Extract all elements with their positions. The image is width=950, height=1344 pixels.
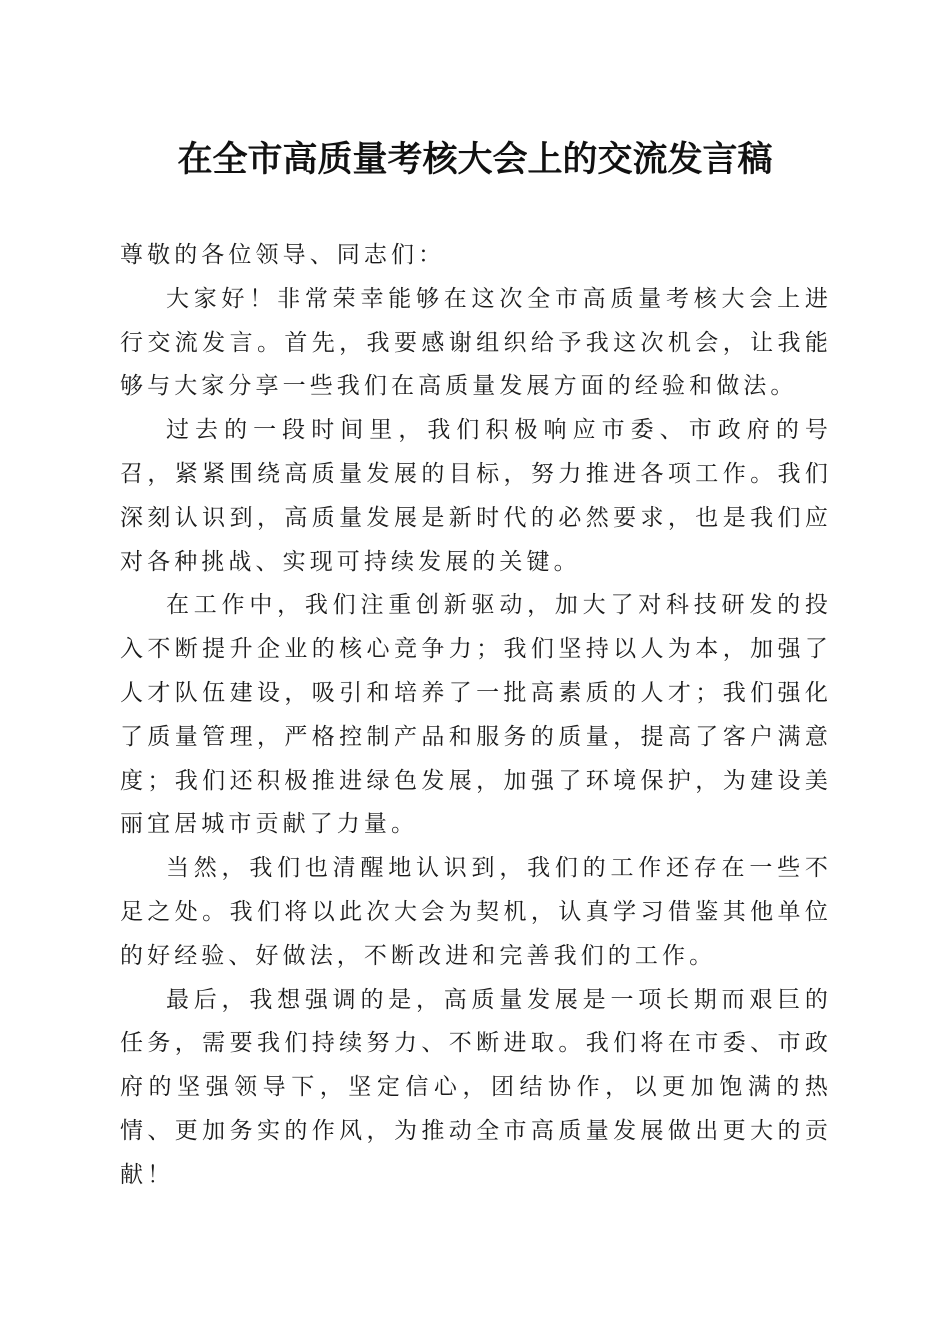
paragraph-background: 过去的一段时间里，我们积极响应市委、市政府的号召，紧紧围绕高质量发展的目标，努力推进各项工作。我们深刻认识到，高质量发展是新时代的必然要求，也是我们应对各种挑战、实现可持续发展的关键。 — [120, 417, 832, 575]
paragraph-greeting: 大家好！非常荣幸能够在这次全市高质量考核大会上进行交流发言。首先，我要感谢组织给予我这次机会，让我能够与大家分享一些我们在高质量发展方面的经验和做法。 — [120, 285, 832, 400]
salutation: 尊敬的各位领导、同志们： — [120, 242, 446, 268]
paragraph-work: 在工作中，我们注重创新驱动，加大了对科技研发的投入不断提升企业的核心竞争力；我们坚持以人为本，加强了人才队伍建设，吸引和培养了一批高素质的人才；我们强化了质量管理，严格控制产品和服务的质量，提高了客户满意度；我们还积极推进绿色发展，加强了环境保护，为建设美丽宜居城市贡献了力量。 — [120, 592, 832, 838]
document-title: 在全市高质量考核大会上的交流发言稿 — [177, 139, 773, 180]
document-body — [120, 234, 832, 1198]
paragraph-shortcomings: 当然，我们也清醒地认识到，我们的工作还存在一些不足之处。我们将以此次大会为契机，认真学习借鉴其他单位的好经验、好做法，不断改进和完善我们的工作。 — [120, 855, 832, 969]
paragraph-conclusion: 最后，我想强调的是，高质量发展是一项长期而艰巨的任务，需要我们持续努力、不断进取。我们将在市委、市政府的坚强领导下，坚定信心，团结协作，以更加饱满的热情、更加务实的作风，为推动全市高质量发展做出更大的贡献！ — [120, 986, 832, 1188]
